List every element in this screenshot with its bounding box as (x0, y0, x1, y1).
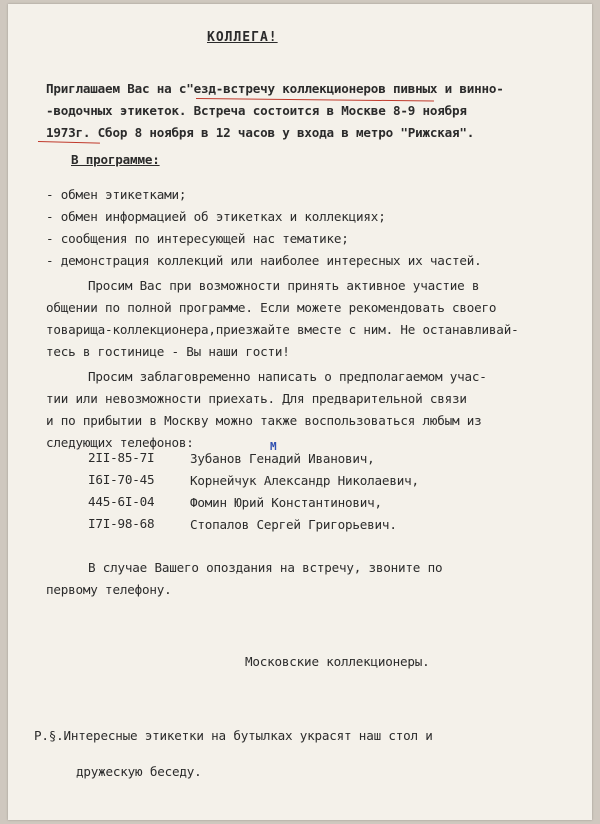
program-item: - обмен информацией об этикетках и коллекциях; (46, 209, 386, 224)
contact-phone: 2II-85-7I (88, 450, 155, 465)
paragraph-line: Просим Вас при возможности принять активное участие в (88, 278, 480, 293)
late-note-line: В случае Вашего опоздания на встречу, звоните по (88, 560, 443, 575)
contact-name: Корнейчук Александр Николаевич, (190, 473, 419, 488)
intro-line: -водочных этикеток. Встреча состоится в Москве 8-9 ноября (46, 103, 467, 118)
contact-phone: I6I-70-45 (88, 472, 155, 487)
late-note-line: первому телефону. (46, 582, 172, 597)
program-item: - сообщения по интересующей нас тематике; (46, 231, 349, 246)
contact-name: Зубанов Генадий Иванович, (190, 451, 375, 466)
contact-phone: I7I-98-68 (88, 516, 155, 531)
signature: Московские коллекционеры. (245, 654, 430, 669)
paragraph-line: Просим заблаговременно написать о предполагаемом учас- (88, 369, 487, 384)
intro-line: Приглашаем Вас на с"езд-встречу коллекционеров пивных и винно- (46, 81, 504, 96)
intro-line: 1973г. Сбор 8 ноября в 12 часов у входа в метро "Рижская". (46, 125, 475, 140)
paragraph-line: общении по полной программе. Если можете рекомендовать своего (46, 300, 497, 315)
contact-name: Фомин Юрий Константинович, (190, 495, 382, 510)
contact-phone: 445-6I-04 (88, 494, 155, 509)
program-item: - обмен этикетками; (46, 187, 187, 202)
paragraph-line: следующих телефонов: (46, 435, 194, 450)
program-title: В программе: (71, 152, 160, 167)
postscript-line: P.§.Интересные этикетки на бутылках украсят наш стол и (34, 728, 433, 743)
letter-heading: КОЛЛЕГА! (207, 30, 278, 45)
contact-name: Стопалов Сергей Григорьевич. (190, 517, 397, 532)
paragraph-line: тесь в гостинице - Вы наши гости! (46, 344, 290, 359)
paragraph-line: товарища-коллекционера,приезжайте вместе с ним. Не останавливай- (46, 322, 519, 337)
program-item: - демонстрация коллекций или наиболее интересных их частей. (46, 253, 482, 268)
postscript-line: дружескую беседу. (76, 764, 202, 779)
handwritten-mark: M (270, 440, 277, 453)
paragraph-line: тии или невозможности приехать. Для предварительной связи (46, 391, 467, 406)
paragraph-line: и по прибытии в Москву можно также воспользоваться любым из (46, 413, 482, 428)
